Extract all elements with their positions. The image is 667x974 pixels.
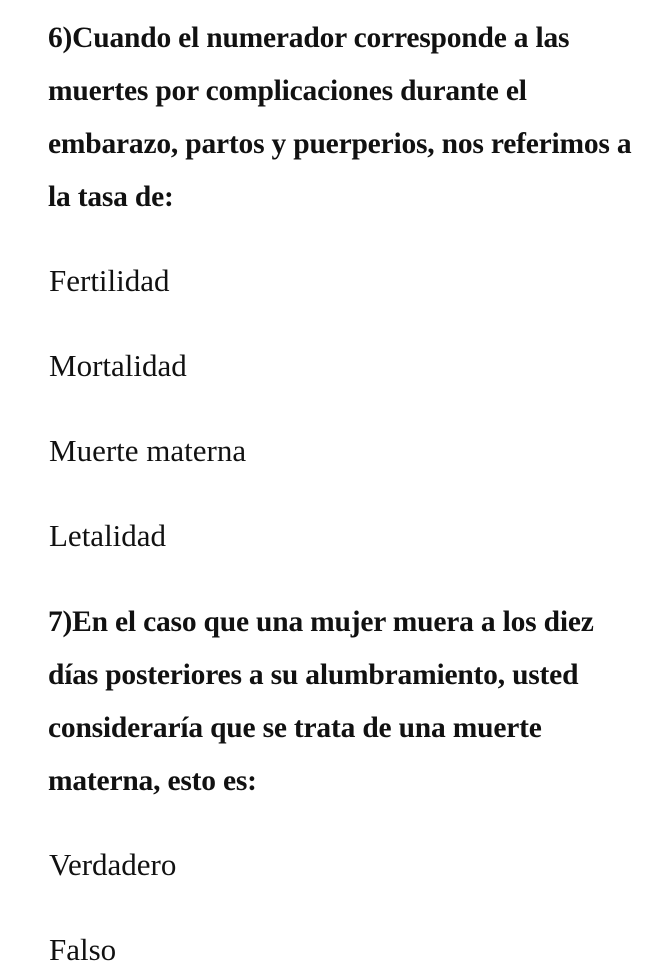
question-7-option-falso[interactable]: Falso [49,932,117,967]
question-7-line-4: materna, esto es: [48,765,257,797]
question-7-line-2: días posteriores a su alumbramiento, usted [48,659,579,691]
question-7-option-verdadero[interactable]: Verdadero [49,847,177,882]
question-6-line-4: la tasa de: [48,181,174,213]
question-6-option-muerte-materna[interactable]: Muerte materna [49,433,247,468]
question-6-line-3: embarazo, partos y puerperios, nos referimos a [48,128,632,160]
question-7-text [48,596,594,808]
question-6-option-mortalidad[interactable]: Mortalidad [49,348,187,383]
question-6-option-fertilidad[interactable]: Fertilidad [49,263,170,298]
question-6-line-2: muertes por complicaciones durante el [48,75,527,107]
question-7-line-1: 7)En el caso que una mujer muera a los diez [48,606,594,638]
question-6-option-letalidad[interactable]: Letalidad [49,518,167,553]
question-7-line-3: consideraría que se trata de una muerte [48,712,542,744]
question-6-text [48,12,631,224]
question-6-line-1: 6)Cuando el numerador corresponde a las [48,22,570,54]
